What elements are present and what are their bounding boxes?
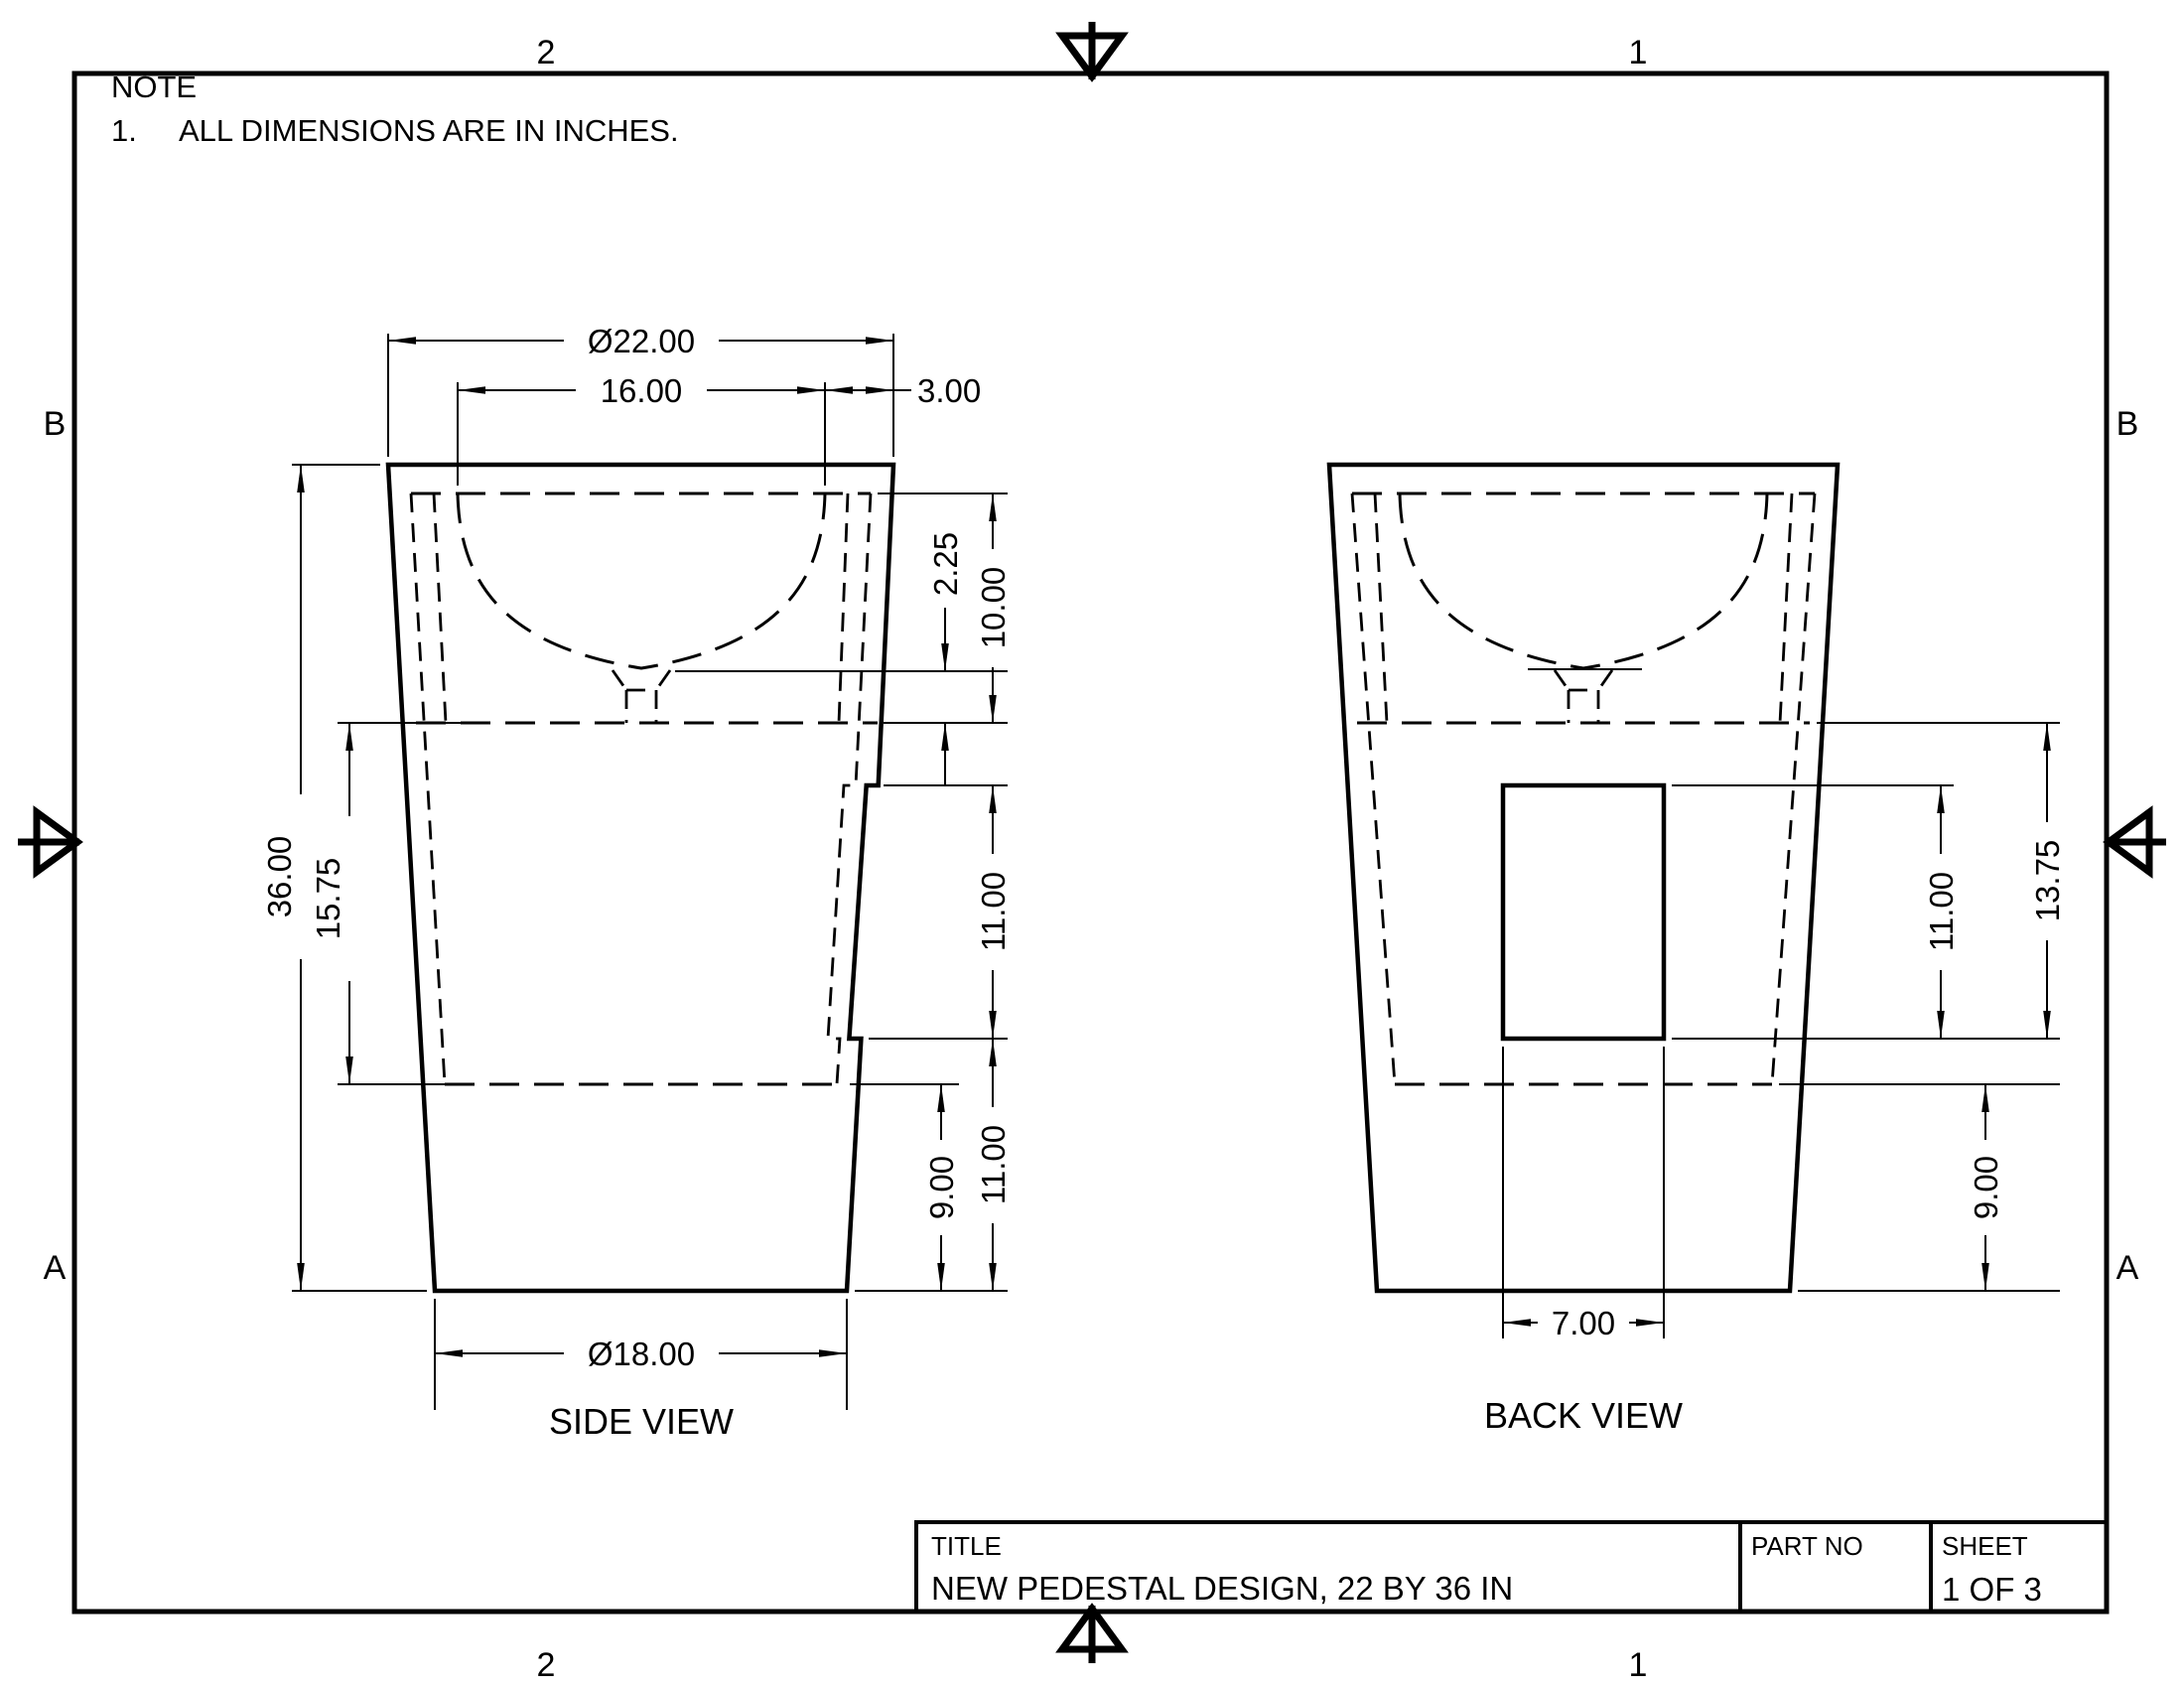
note-item-number: 1.: [111, 113, 137, 148]
zone-number-top-left: 2: [536, 34, 556, 71]
zone-number-bottom-left: 2: [536, 1646, 556, 1684]
dim-top-cavity: 10.00: [975, 566, 1012, 649]
part-no-label: PART NO: [1751, 1531, 1863, 1561]
dim-overall-height: 36.00: [261, 835, 298, 918]
dim-opening-height-side: 11.00: [975, 871, 1012, 952]
dim-top-diameter: Ø22.00: [587, 323, 696, 359]
sheet-label: SHEET: [1942, 1531, 2028, 1561]
zone-number-bottom-right: 1: [1628, 1646, 1648, 1684]
dim-shelf-to-base: 15.75: [310, 857, 346, 940]
back-view-label: BACK VIEW: [1483, 1395, 1684, 1436]
dim-opening-height-back: 11.00: [1923, 871, 1960, 952]
title-label: TITLE: [931, 1531, 1002, 1561]
sheet-value: 1 OF 3: [1942, 1571, 2042, 1608]
title-value: NEW PEDESTAL DESIGN, 22 BY 36 IN: [931, 1570, 1514, 1607]
zone-letter-left-a: A: [43, 1249, 67, 1287]
dim-rim-width: 3.00: [917, 372, 982, 409]
note-item-text: ALL DIMENSIONS ARE IN INCHES.: [179, 113, 679, 148]
dim-bottom-diameter: Ø18.00: [587, 1336, 696, 1372]
zone-letter-left-b: B: [43, 405, 67, 443]
dim-base-height-side: 9.00: [923, 1155, 960, 1220]
dim-bowl-depth: 2.25: [927, 531, 964, 597]
dim-bowl-width: 16.00: [600, 372, 683, 409]
zone-number-top-right: 1: [1628, 34, 1648, 71]
dim-opening-width: 7.00: [1551, 1305, 1616, 1341]
dim-lower-section: 11.00: [975, 1124, 1012, 1205]
note-heading: NOTE: [111, 70, 198, 104]
zone-letter-right-a: A: [2116, 1249, 2139, 1287]
dim-shelf-to-opening-bottom: 13.75: [2029, 839, 2066, 922]
zone-letter-right-b: B: [2116, 405, 2139, 443]
side-view-label: SIDE VIEW: [548, 1401, 735, 1442]
dim-base-height-back: 9.00: [1968, 1155, 2004, 1220]
